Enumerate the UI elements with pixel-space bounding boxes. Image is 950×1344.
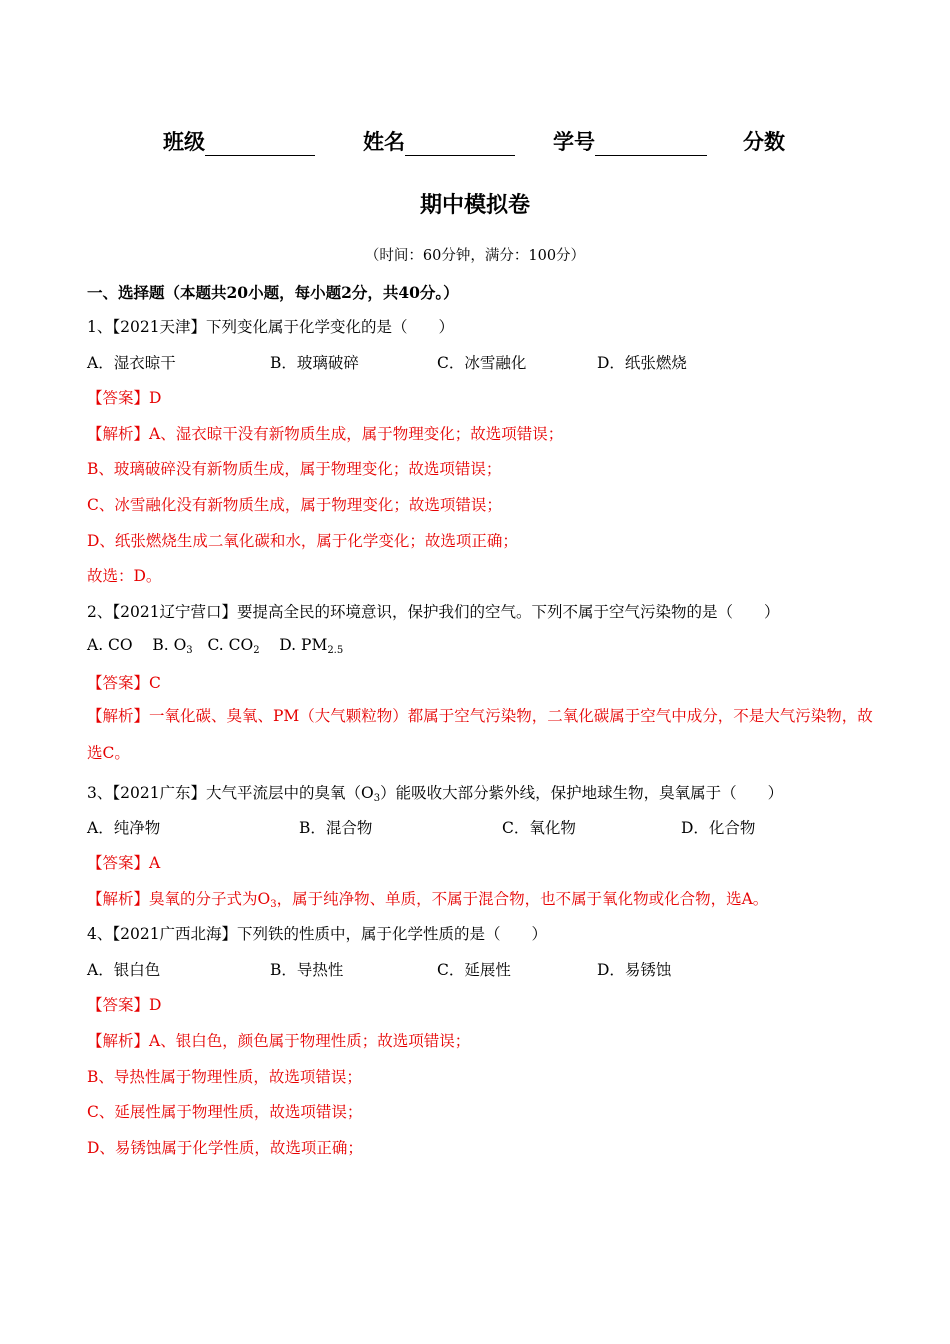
q2-option-d: D. $PM_{2.5}$ bbox=[279, 636, 344, 656]
question-3-analysis: 【解析】臭氧的分子式为$O_3$，属于纯净物、单质，不属于混合物，也不属于氧化物或化合物，选A。 bbox=[87, 890, 769, 910]
question-3-stem: 3、【2021广东】大气平流层中的臭氧$(O_3)$能吸收大部分紫外线，保护地球生物，臭氧属于（ ） bbox=[87, 784, 784, 804]
q1-option-d: D．纸张燃烧 bbox=[597, 354, 687, 372]
q4-option-d: D．易锈蚀 bbox=[597, 961, 672, 979]
q2-option-c: C. $CO_2$ bbox=[207, 636, 260, 656]
question-2-analysis: 【解析】一氧化碳、臭氧、PM（大气颗粒物）都属于空气污染物，二氧化碳属于空气中成分，不是大气污染物，故选C。 bbox=[87, 707, 873, 762]
q4-option-a: A．银白色 bbox=[87, 961, 161, 979]
question-2-options bbox=[87, 636, 343, 656]
page-title: 期中模拟卷 bbox=[419, 192, 530, 218]
q1-option-b: B．玻璃破碎 bbox=[270, 354, 359, 372]
question-2-stem: 2、【2021辽宁营口】要提高全民的环境意识，保护我们的空气。下列不属于空气污染物的是（ ） bbox=[87, 603, 780, 621]
q4-option-b: B．导热性 bbox=[270, 961, 344, 979]
score-field bbox=[743, 126, 785, 156]
question-1-analysis-line: C、冰雪融化没有新物质生成，属于物理变化；故选项错误； bbox=[87, 496, 502, 514]
question-4-analysis-line: C、延展性属于物理性质，故选项错误； bbox=[87, 1103, 363, 1121]
q1-option-c: C．冰雪融化 bbox=[437, 354, 527, 372]
class-label: 班级 bbox=[163, 129, 205, 154]
question-1-analysis-line: D、纸张燃烧生成二氧化碳和水，属于化学变化；故选项正确； bbox=[87, 532, 518, 550]
question-1-options bbox=[87, 351, 887, 373]
question-1-analysis-line: B、玻璃破碎没有新物质生成，属于物理变化；故选项错误； bbox=[87, 460, 502, 478]
question-4-options bbox=[87, 958, 887, 980]
student-id-blank[interactable] bbox=[595, 133, 707, 156]
q3-option-c: C．氧化物 bbox=[502, 819, 576, 837]
question-1-analysis-line: 【解析】A、湿衣晾干没有新物质生成，属于物理变化；故选项错误； bbox=[87, 425, 564, 443]
question-4-analysis-line: D、易锈蚀属于化学性质，故选项正确； bbox=[87, 1139, 363, 1157]
question-4-analysis-line: B、导热性属于物理性质，故选项错误； bbox=[87, 1068, 362, 1086]
question-2-answer: 【答案】C bbox=[87, 674, 161, 692]
question-4-answer: 【答案】D bbox=[87, 996, 162, 1014]
exam-info: （时间：60分钟，满分：100分） bbox=[364, 248, 586, 264]
question-1-answer: 【答案】D bbox=[87, 389, 162, 407]
score-label: 分数 bbox=[743, 129, 785, 154]
q3-option-b: B．混合物 bbox=[299, 819, 373, 837]
q2-option-b: B. $O_3$ bbox=[152, 636, 193, 656]
student-id-label: 学号 bbox=[553, 129, 595, 154]
q2-option-a: A. CO bbox=[87, 636, 133, 654]
name-field bbox=[363, 126, 515, 156]
question-3-answer: 【答案】A bbox=[87, 854, 161, 872]
question-1-analysis-line: 故选：D。 bbox=[87, 567, 162, 585]
section-heading: 一、选择题（本题共20小题，每小题2分，共40分。） bbox=[87, 283, 459, 302]
name-label: 姓名 bbox=[363, 129, 405, 154]
question-1-stem: 1、【2021天津】下列变化属于化学变化的是（ ） bbox=[87, 318, 455, 336]
question-4-stem: 4、【2021广西北海】下列铁的性质中，属于化学性质的是（ ） bbox=[87, 925, 548, 943]
q4-option-c: C．延展性 bbox=[437, 961, 511, 979]
question-3-options bbox=[87, 816, 887, 838]
q3-option-d: D．化合物 bbox=[681, 819, 756, 837]
name-blank[interactable] bbox=[405, 133, 515, 156]
question-4-analysis-line: 【解析】A、银白色，颜色属于物理性质；故选项错误； bbox=[87, 1032, 471, 1050]
q3-option-a: A．纯净物 bbox=[87, 819, 161, 837]
class-blank[interactable] bbox=[205, 133, 315, 156]
q1-option-a: A．湿衣晾干 bbox=[87, 354, 176, 372]
class-field bbox=[163, 126, 315, 156]
student-id-field bbox=[553, 126, 707, 156]
